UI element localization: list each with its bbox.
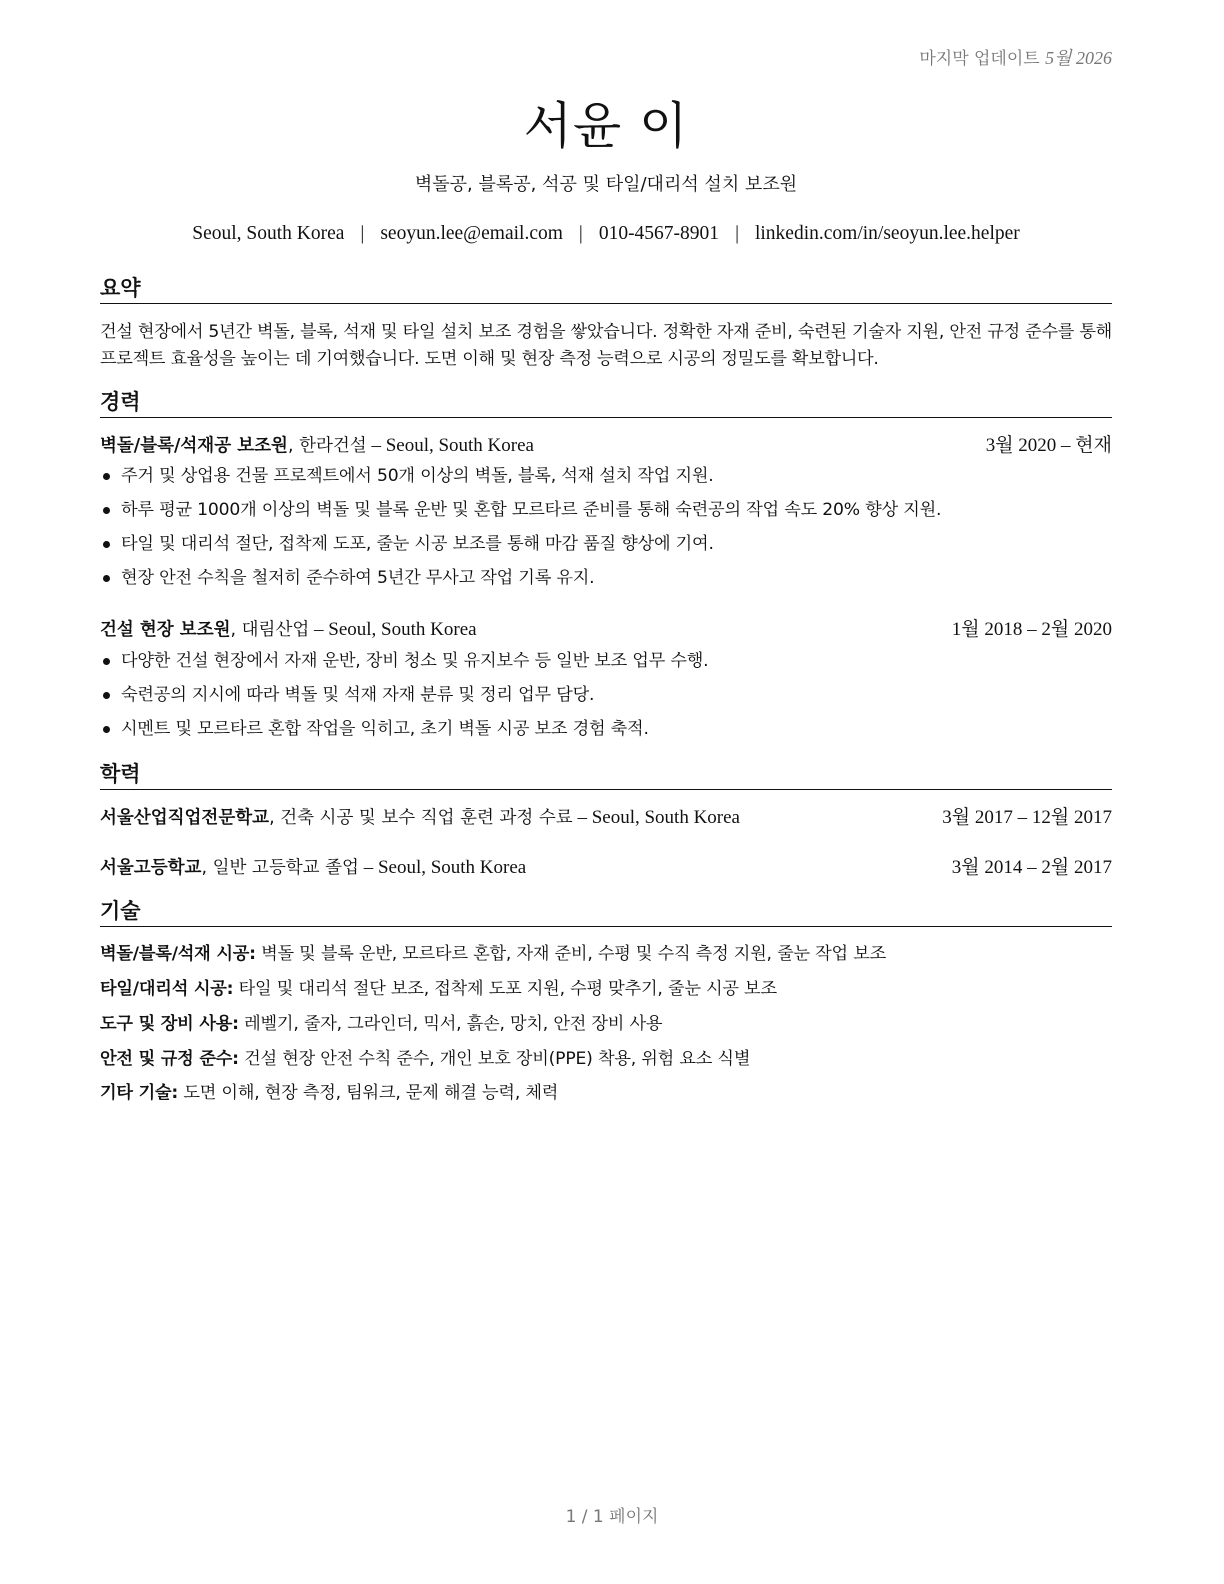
contact-line: [100, 223, 1112, 245]
education-dates: 3월 2017 – 12월 2017: [942, 807, 1112, 828]
job-role: 건설 현장 보조원: [100, 620, 231, 640]
contact-email[interactable]: seoyun.lee@email.com: [380, 223, 563, 244]
education-title-line: [100, 855, 526, 881]
skill-item: [100, 941, 1112, 967]
job-bullet: 다양한 건설 현장에서 자재 운반, 장비 청소 및 유지보수 등 일반 보조 업무 수행.: [100, 648, 1112, 682]
last-updated-date: 5월 2026: [1045, 48, 1112, 68]
job-bullet: 타일 및 대리석 절단, 접착제 도포, 줄눈 시공 보조를 통해 마감 품질 향상에 기여.: [100, 531, 1112, 565]
contact-separator: |: [360, 223, 365, 244]
skill-item: [100, 1080, 1112, 1106]
contact-separator: |: [735, 223, 739, 244]
job-bullet: 하루 평균 1000개 이상의 벽돌 및 블록 운반 및 혼합 모르타르 준비를 통해 숙련공의 작업 속도 20% 향상 지원.: [100, 497, 1112, 531]
skill-item: [100, 1046, 1112, 1072]
education-school: 서울산업직업전문학교: [100, 808, 270, 828]
education-detail: , 일반 고등학교 졸업: [201, 858, 359, 878]
skill-item: [100, 976, 1112, 1002]
skill-text: 타일 및 대리석 절단 보조, 접착제 도포 지원, 수평 맞추기, 줄눈 시공 보조: [233, 979, 777, 999]
candidate-title: 벽돌공, 블록공, 석공 및 타일/대리석 설치 보조원: [414, 174, 798, 195]
education-school: 서울고등학교: [100, 858, 202, 878]
job-company: , 대림산업: [230, 620, 310, 640]
education-item: [100, 805, 1112, 831]
contact-phone: 010-4567-8901: [598, 223, 720, 244]
skill-text: 벽돌 및 블록 운반, 모르타르 혼합, 자재 준비, 수평 및 수직 측정 지원, 줄눈 작업 보조: [255, 944, 887, 964]
job-bullet: 주거 및 상업용 건물 프로젝트에서 50개 이상의 벽돌, 블록, 석재 설치 작업 지원.: [100, 463, 1112, 497]
job-title-line: [100, 433, 534, 459]
job-company: , 한라건설: [287, 436, 367, 456]
education-detail: , 건축 시공 및 보수 직업 훈련 과정 수료: [269, 808, 573, 828]
education-title-line: [100, 805, 740, 831]
skill-label: 타일/대리석 시공:: [100, 979, 234, 999]
job-dates: 3월 2020 – 현재: [985, 435, 1112, 456]
education-location: – Seoul, South Korea: [572, 807, 740, 828]
summary-heading: 요약: [100, 275, 1112, 304]
job-bullet: 현장 안전 수칙을 철저히 준수하여 5년간 무사고 작업 기록 유지.: [100, 565, 1112, 599]
last-updated-label: 마지막 업데이트: [919, 49, 1040, 69]
skill-label: 기타 기술:: [100, 1083, 179, 1103]
job-role: 벽돌/블록/석재공 보조원: [100, 436, 288, 456]
job-bullets: [100, 648, 1112, 750]
experience-heading: 경력: [100, 389, 1112, 418]
skill-label: 벽돌/블록/석재 시공:: [100, 944, 256, 964]
job-location: – Seoul, South Korea: [366, 435, 534, 456]
resume-page: [100, 0, 1112, 1584]
skill-label: 안전 및 규정 준수:: [100, 1049, 239, 1069]
skill-text: 레벨기, 줄자, 그라인더, 믹서, 흙손, 망치, 안전 장비 사용: [238, 1014, 663, 1034]
contact-location: Seoul, South Korea: [192, 223, 345, 244]
last-updated: [919, 44, 1112, 70]
skill-text: 도면 이해, 현장 측정, 팀워크, 문제 해결 능력, 체력: [178, 1083, 559, 1103]
contact-separator: |: [578, 223, 583, 244]
job-bullets: [100, 463, 1112, 599]
candidate-name: 서윤 이: [523, 97, 689, 155]
summary-text: 건설 현장에서 5년간 벽돌, 블록, 석재 및 타일 설치 보조 경험을 쌓았습니다. 정확한 자재 준비, 숙련된 기술자 지원, 안전 규정 준수를 통해 프로젝트 효율성을 높이는 데 기여했습니다. 도면 이해 및 현장 측정 능력으로 시공의 정밀도를 확보합니다.: [100, 322, 1112, 369]
job-bullet: 시멘트 및 모르타르 혼합 작업을 익히고, 초기 벽돌 시공 보조 경험 축적.: [100, 716, 1112, 750]
job-dates: 1월 2018 – 2월 2020: [951, 619, 1112, 640]
skill-text: 건설 현장 안전 수칙 준수, 개인 보호 장비(PPE) 착용, 위험 요소 식별: [238, 1049, 751, 1069]
education-dates: 3월 2014 – 2월 2017: [951, 857, 1112, 878]
contact-linkedin[interactable]: linkedin.com/in/seoyun.lee.helper: [754, 223, 1020, 244]
job-header: [100, 433, 1112, 459]
job-title-line: [100, 617, 477, 643]
skill-item: [100, 1011, 1112, 1037]
education-heading: 학력: [100, 761, 1112, 790]
job-location: – Seoul, South Korea: [309, 619, 477, 640]
skills-heading: 기술: [100, 898, 1112, 927]
skill-label: 도구 및 장비 사용:: [100, 1014, 239, 1034]
job-bullet: 숙련공의 지시에 따라 벽돌 및 석재 자재 분류 및 정리 업무 담당.: [100, 682, 1112, 716]
education-item: [100, 855, 1112, 881]
page-indicator: 1 / 1 페이지: [565, 1507, 659, 1527]
education-location: – Seoul, South Korea: [358, 857, 527, 878]
job-header: [100, 617, 1112, 643]
